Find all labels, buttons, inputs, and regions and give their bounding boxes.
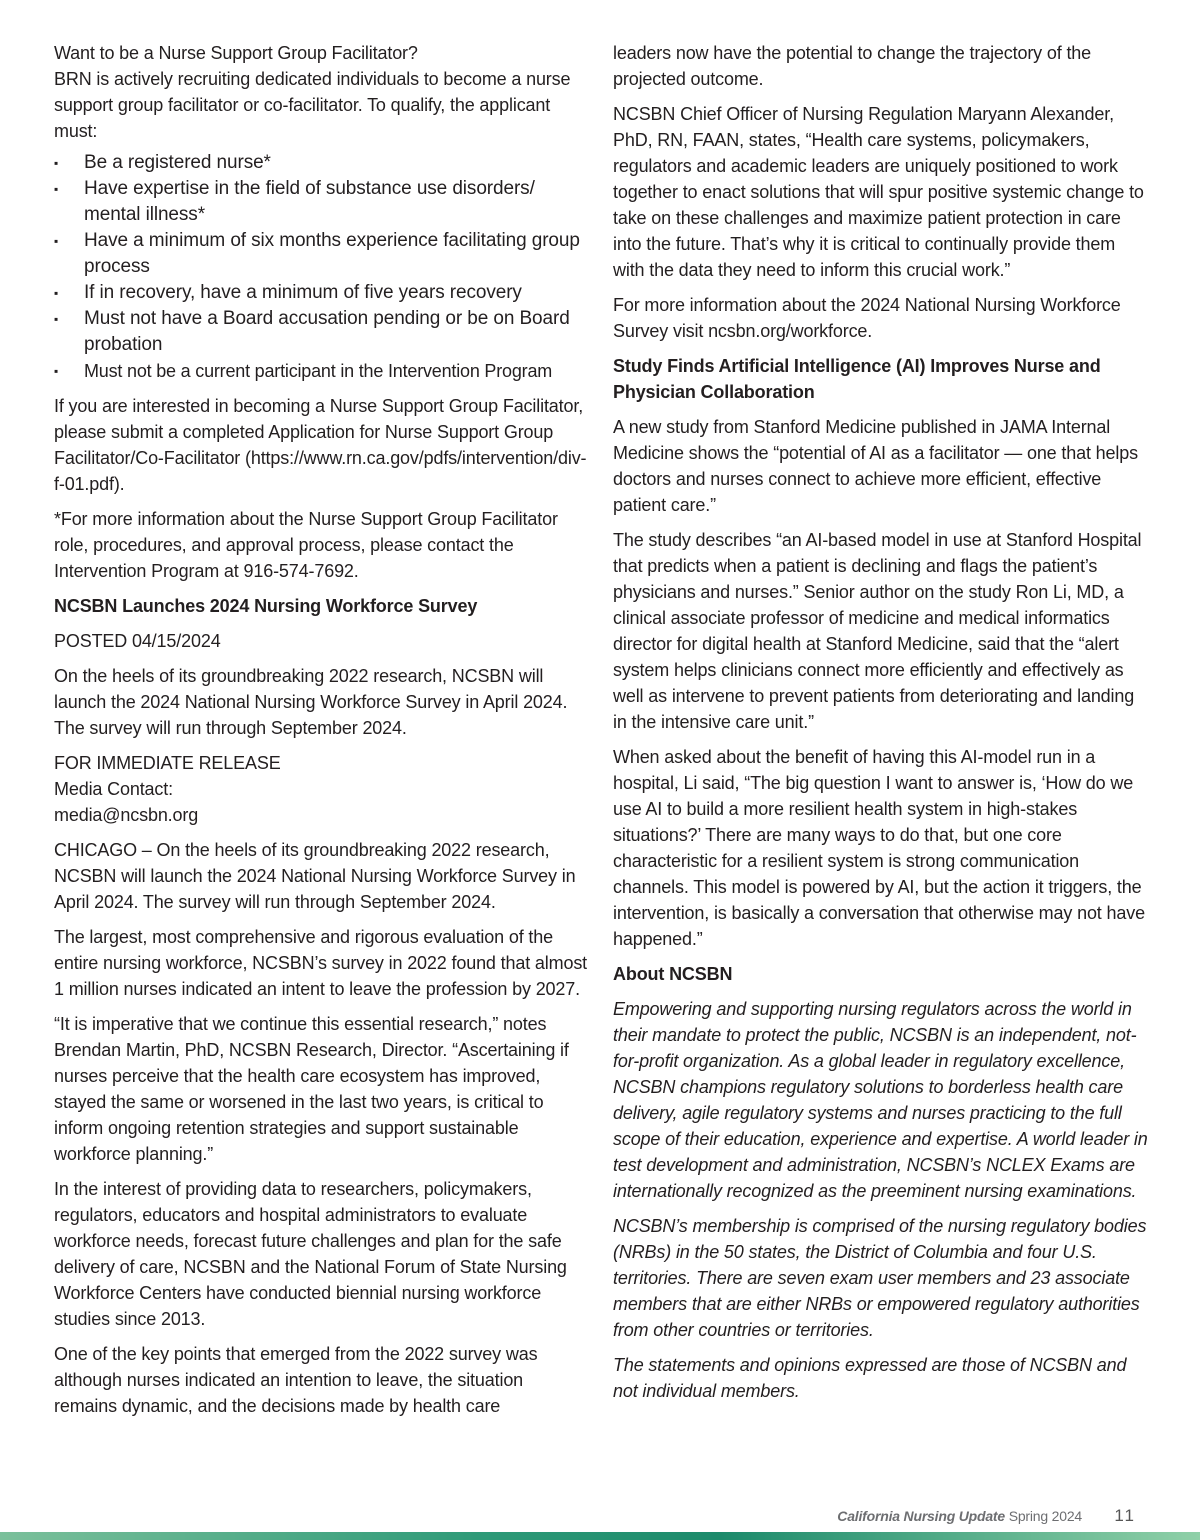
posted-date: POSTED 04/15/2024 xyxy=(54,631,221,651)
survey-paragraph: In the interest of providing data to researchers, policymakers, regulators, educators and hospital administrators to evaluate workforce needs, forecast future challenges and plan for the safe delivery of care, NCSBN and the National Forum of State Nursing Workforce Centers have conducted biennial nursing workforce studies since 2013. xyxy=(54,1179,567,1329)
about-paragraph: Empowering and supporting nursing regulators across the world in their mandate to protect the public, NCSBN is an independent, not-for-profit organization. As a global leader in regulatory excellence, NCSBN champions regulatory solutions to borderless health care delivery, agile regulatory systems and nurses practicing to the full scope of their education, experience and expertise. A world leader in test development and administration, NCSBN’s NCLEX Exams are internationally recognized as the preeminent nursing examinations. xyxy=(613,999,1148,1201)
survey-paragraph: “It is imperative that we continue this essential research,” notes Brendan Martin, PhD, NCSBN Research, Director. “Ascertaining if nurses perceive that the health care ecosystem has improved, stayed the same or worsened in the last two years, is critical to inform ongoing retention strategies and support sustainable workforce planning.” xyxy=(54,1014,569,1164)
list-item: ▪ Have expertise in the field of substance use disorders/ mental illness* xyxy=(54,176,590,228)
list-item: ▪ Must not have a Board accusation pending or be on Board probation xyxy=(54,306,590,358)
list-item: ▪ Must not be a current participant in the Intervention Program xyxy=(54,358,590,384)
publication-title: California Nursing Update xyxy=(837,1508,1005,1524)
contact-paragraph: *For more information about the Nurse Support Group Facilitator role, procedures, and approval process, please contact the Intervention Program at 916-574-7692. xyxy=(54,509,558,581)
release-label: FOR IMMEDIATE RELEASE xyxy=(54,753,281,773)
ai-paragraph: A new study from Stanford Medicine published in JAMA Internal Medicine shows the “potential of AI as a facilitator — one that helps doctors and nurses connect to achieve more efficient, effective patient care.” xyxy=(613,417,1138,515)
media-email: media@ncsbn.org xyxy=(54,805,199,825)
page-footer xyxy=(837,1508,1082,1524)
right-column xyxy=(613,40,1149,1413)
footer-color-band xyxy=(0,1532,1200,1540)
issue-label: Spring 2024 xyxy=(1008,1508,1082,1524)
facilitator-heading: Want to be a Nurse Support Group Facilitator? xyxy=(54,43,418,63)
list-item: ▪ Have a minimum of six months experience facilitating group process xyxy=(54,228,590,280)
about-paragraph: NCSBN’s membership is comprised of the nursing regulatory bodies (NRBs) in the 50 states, the District of Columbia and four U.S. territories. There are seven exam user members and 23 associate members that are either NRBs or empowered regulatory authorities from other countries or territories. xyxy=(613,1216,1147,1340)
left-column xyxy=(54,40,590,1428)
survey-paragraph: CHICAGO – On the heels of its groundbreaking 2022 research, NCSBN will launch the 2024 National Nursing Workforce Survey in April 2024. The survey will run through September 2024. xyxy=(54,840,576,912)
release-block xyxy=(54,750,590,828)
survey-paragraph: NCSBN Chief Officer of Nursing Regulation Maryann Alexander, PhD, RN, FAAN, states, “Health care systems, policymakers, regulators and academic leaders are uniquely positioned to work together to enact solutions that will spur positive systemic change to take on these challenges and maximize patient protection in care into the future. That’s why it is critical to continually provide them with the data they need to inform this crucial work.” xyxy=(613,104,1144,280)
survey-paragraph-continued: leaders now have the potential to change the trajectory of the projected outcome. xyxy=(613,43,1092,89)
apply-paragraph: If you are interested in becoming a Nurse Support Group Facilitator, please submit a completed Application for Nurse Support Group Facilitator/Co-Facilitator (https://www.rn.ca.gov/pdfs/intervention/div-f-01.pdf). xyxy=(54,396,587,494)
ai-study-heading: Study Finds Artificial Intelligence (AI) Improves Nurse and Physician Collaboration xyxy=(613,356,1101,402)
list-item: ▪ Be a registered nurse* xyxy=(54,150,590,176)
page-number: 11 xyxy=(1114,1506,1136,1525)
survey-heading: NCSBN Launches 2024 Nursing Workforce Survey xyxy=(54,596,478,616)
list-item: ▪ If in recovery, have a minimum of five years recovery xyxy=(54,280,590,306)
ai-paragraph: When asked about the benefit of having this AI-model run in a hospital, Li said, “The big question I want to answer is, ‘How do we use AI to build a more resilient health system in high-stakes situations?’ There are many ways to do that, but one core characteristic for a resilient system is strong communication channels. This model is powered by AI, but the action it triggers, the intervention, is basically a conversation that otherwise may not have happened.” xyxy=(613,747,1145,949)
ai-paragraph: The study describes “an AI-based model in use at Stanford Hospital that predicts when a patient is declining and flags the patient’s physicians and nurses.” Senior author on the study Ron Li, MD, a clinical associate professor of medicine and medical informatics director for digital health at Stanford Medicine, said that the “alert system helps clinicians connect more efficiently and effectively as well as intervene to prevent patients from deteriorating and landing in the intensive care unit.” xyxy=(613,530,1142,732)
survey-paragraph: The largest, most comprehensive and rigorous evaluation of the entire nursing workforce, NCSBN’s survey in 2022 found that almost 1 million nurses indicated an intent to leave the profession by 2027. xyxy=(54,927,588,999)
survey-paragraph: One of the key points that emerged from the 2022 survey was although nurses indicated an intention to leave, the situation remains dynamic, and the decisions made by health care xyxy=(54,1344,538,1416)
survey-paragraph: For more information about the 2024 National Nursing Workforce Survey visit ncsbn.org/workforce. xyxy=(613,295,1121,341)
requirements-list xyxy=(54,150,590,384)
facilitator-intro: BRN is actively recruiting dedicated individuals to become a nurse support group facilitator or co-facilitator. To qualify, the applicant must: xyxy=(54,69,571,141)
survey-paragraph: On the heels of its groundbreaking 2022 research, NCSBN will launch the 2024 National Nursing Workforce Survey in April 2024. The survey will run through September 2024. xyxy=(54,666,568,738)
about-paragraph: The statements and opinions expressed are those of NCSBN and not individual members. xyxy=(613,1355,1127,1401)
about-heading: About NCSBN xyxy=(613,964,733,984)
media-contact-label: Media Contact: xyxy=(54,779,173,799)
